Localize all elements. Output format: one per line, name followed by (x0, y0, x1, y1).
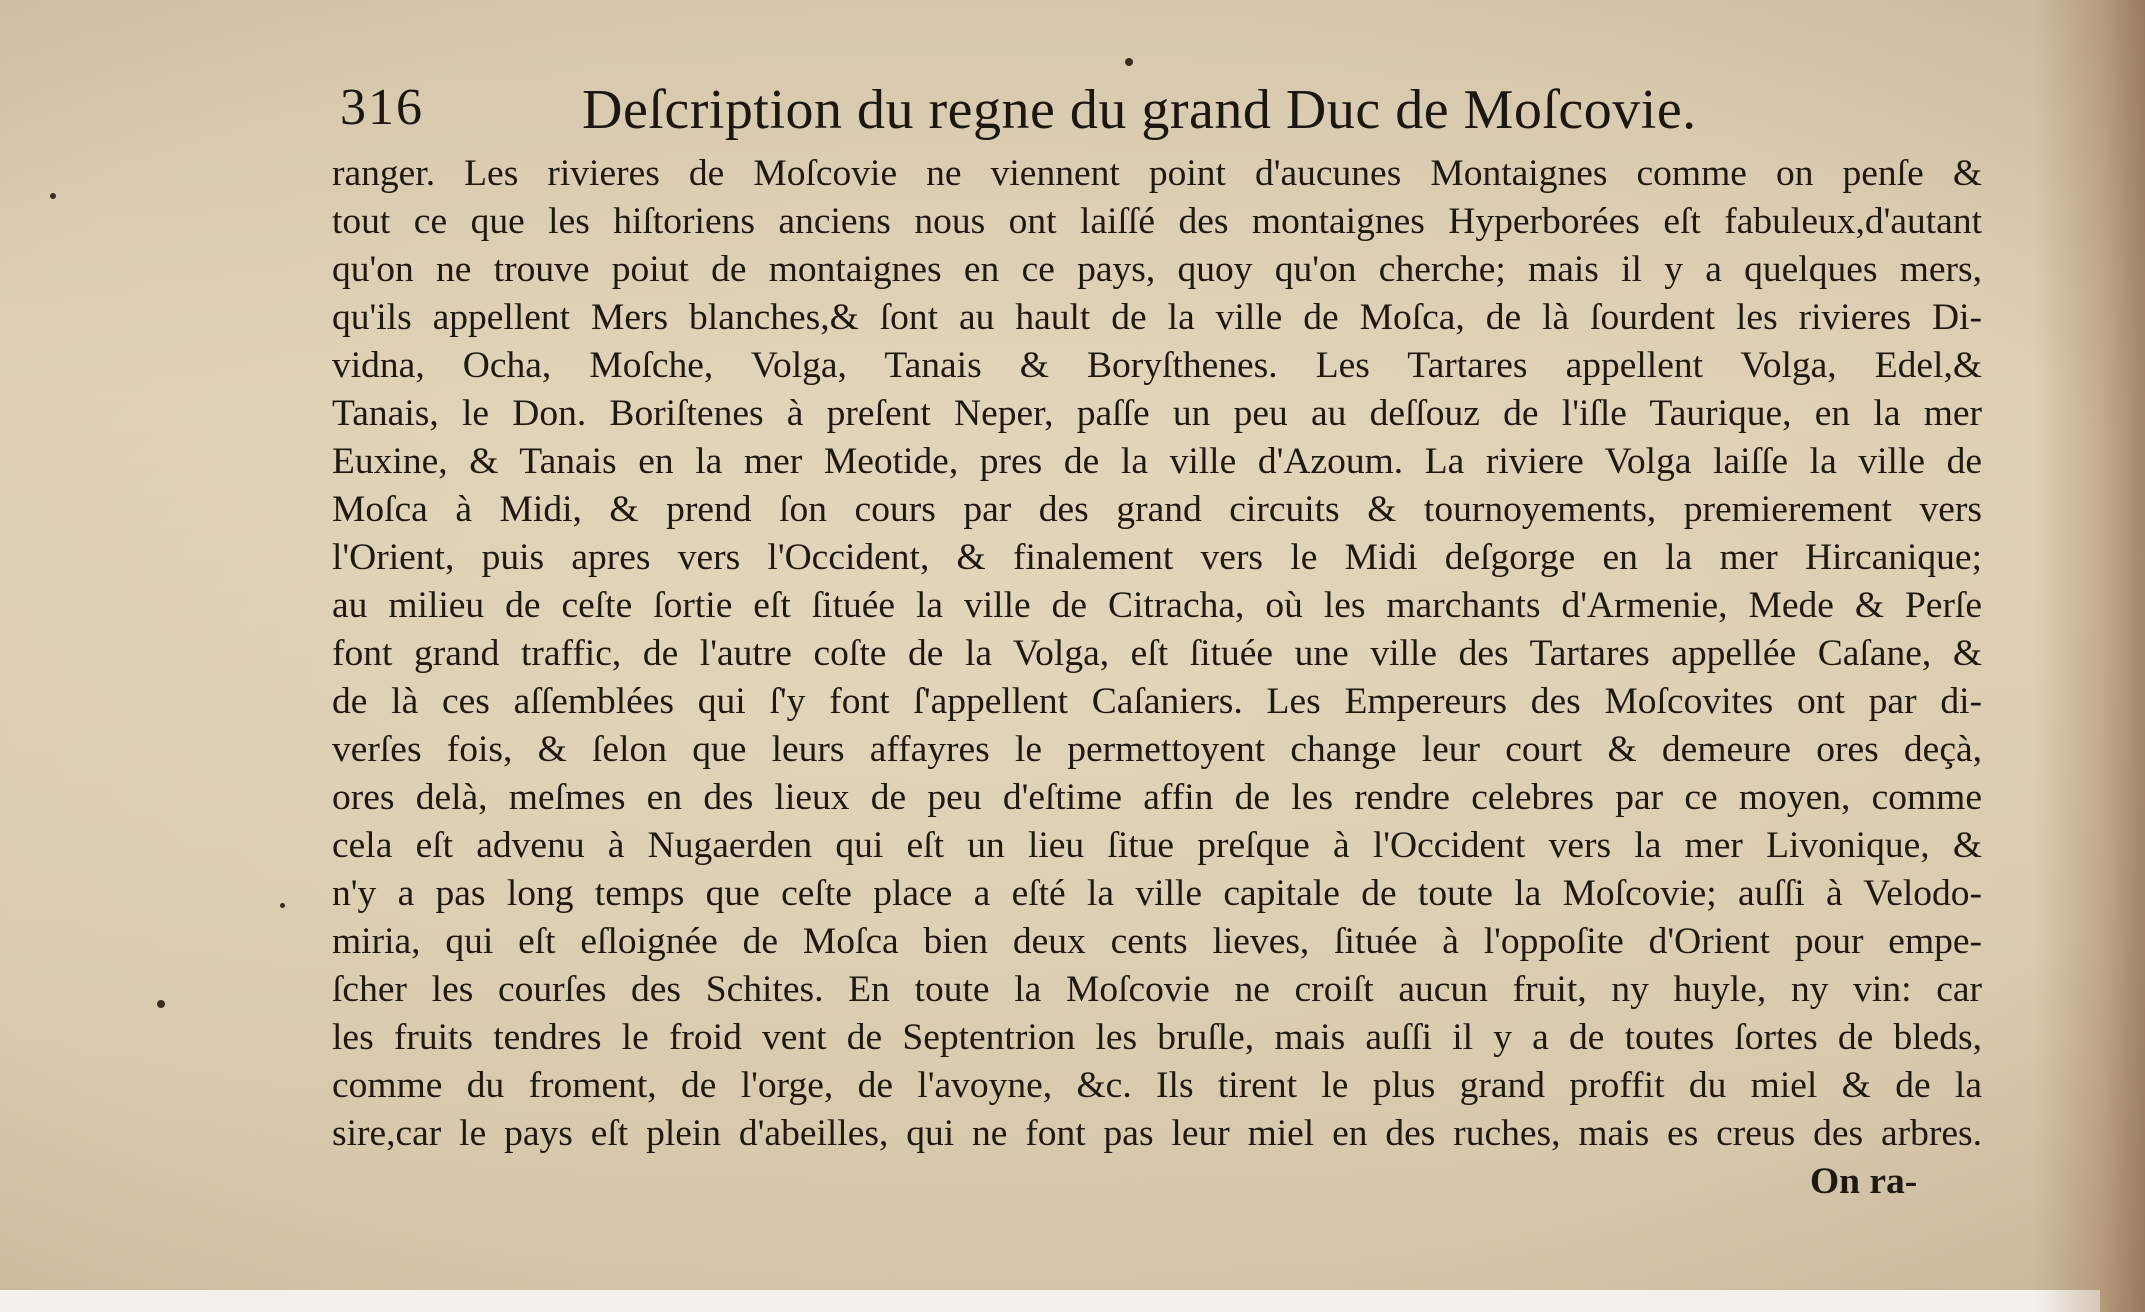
text-line: sire,car le pays eſt plein d'abeilles, qui ne font pas leur miel en des ruches, mais es creus des arbres. (332, 1113, 1982, 1154)
ink-speck (157, 1000, 165, 1008)
text-line: verſes fois, & ſelon que leurs affayres le permettoyent change leur court & demeure ores deçà, (332, 729, 1982, 770)
text-line: les fruits tendres le froid vent de Septentrion les bruſle, mais auſſi il y a de toutes ſortes de bleds, (332, 1017, 1982, 1058)
text-line: de là ces aſſemblées qui ſ'y font ſ'appellent Caſaniers. Les Empereurs des Moſcovites ont par di- (332, 681, 1982, 722)
running-title: Deſcription du regne du grand Duc de Moſcovie. (582, 79, 1697, 141)
text-line: ranger. Les rivieres de Moſcovie ne viennent point d'aucunes Montaignes comme on penſe & (332, 153, 1982, 194)
text-line: qu'ils appellent Mers blanches,& ſont au hault de la ville de Moſca, de là ſourdent les rivieres Di- (332, 297, 1982, 338)
page-bottom-edge (0, 1290, 2100, 1312)
text-line: ores delà, meſmes en des lieux de peu d'eſtime affin de les rendre celebres par ce moyen, comme (332, 777, 1982, 818)
text-line: tout ce que les hiſtoriens anciens nous ont laiſſé des montaignes Hyperborées eſt fabuleux,d'autant (332, 201, 1982, 242)
text-line: qu'on ne trouve poiut de montaignes en ce pays, quoy qu'on cherche; mais il y a quelques mers, (332, 249, 1982, 290)
text-line: font grand traffic, de l'autre coſte de la Volga, eſt ſituée une ville des Tartares appellée Caſane, & (332, 633, 1982, 674)
ink-speck (280, 903, 285, 908)
text-line: vidna, Ocha, Moſche, Volga, Tanais & Boryſthenes. Les Tartares appellent Volga, Edel,& (332, 345, 1982, 386)
text-line: cela eſt advenu à Nugaerden qui eſt un lieu ſitue preſque à l'Occident vers la mer Livonique, & (332, 825, 1982, 866)
text-line: Tanais, le Don. Boriſtenes à preſent Neper, paſſe un peu au deſſouz de l'iſle Taurique, en la mer (332, 393, 1982, 434)
catchword: On ra- (1810, 1161, 1918, 1202)
text-line: Euxine, & Tanais en la mer Meotide, pres de la ville d'Azoum. La riviere Volga laiſſe la ville de (332, 441, 1982, 482)
text-line: l'Orient, puis apres vers l'Occident, & finalement vers le Midi deſgorge en la mer Hircanique; (332, 537, 1982, 578)
text-line: au milieu de ceſte ſortie eſt ſituée la ville de Citracha, où les marchants d'Armenie, Mede & Perſe (332, 585, 1982, 626)
text-line: n'y a pas long temps que ceſte place a eſté la ville capitale de toute la Moſcovie; auſſi à Velodo- (332, 873, 1982, 914)
ink-speck (1125, 58, 1133, 66)
text-line: Moſca à Midi, & prend ſon cours par des grand circuits & tournoyements, premierement vers (332, 489, 1982, 530)
text-line: miria, qui eſt eſloignée de Moſca bien deux cents lieves, ſituée à l'oppoſite d'Orient pour empe- (332, 921, 1982, 962)
text-line: ſcher les courſes des Schites. En toute la Moſcovie ne croiſt aucun fruit, ny huyle, ny vin: car (332, 969, 1982, 1010)
ink-speck (50, 193, 56, 199)
body-text (332, 150, 1982, 1158)
text-line: comme du froment, de l'orge, de l'avoyne, &c. Ils tirent le plus grand proffit du miel & de la (332, 1065, 1982, 1106)
page-number: 316 (340, 79, 424, 136)
page-header (340, 78, 2040, 148)
